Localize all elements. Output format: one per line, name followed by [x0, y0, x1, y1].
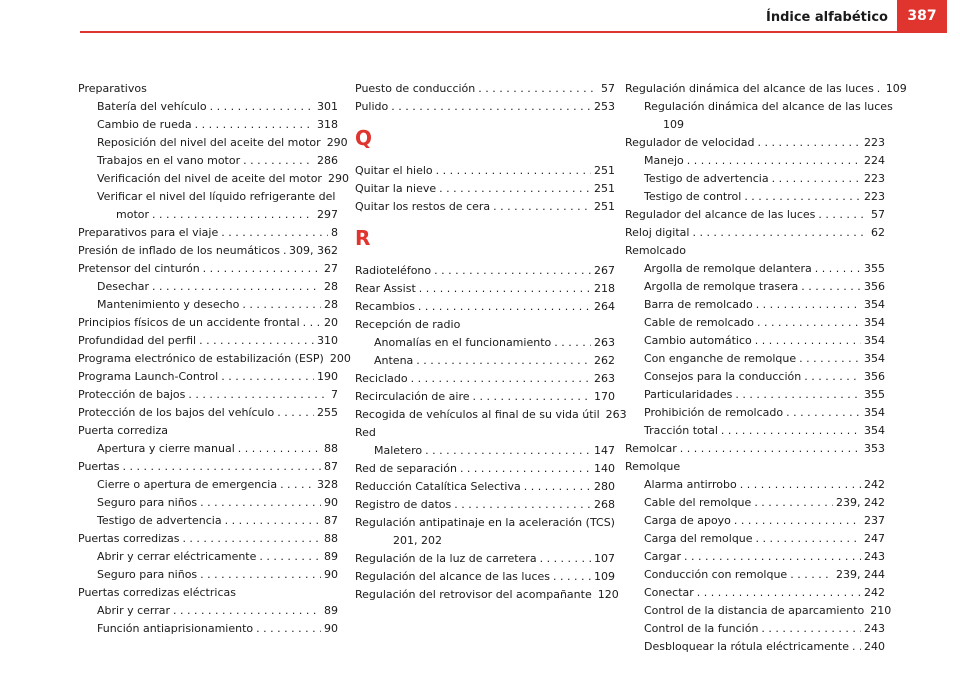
entry-page: 57: [871, 208, 885, 221]
entry-label: Quitar el hielo: [355, 164, 433, 177]
index-subentry: [78, 278, 338, 296]
index-entry: [355, 98, 615, 116]
index-entry-cont: [355, 532, 615, 550]
entry-page: 354: [864, 316, 885, 329]
entry-page: 218: [594, 282, 615, 295]
entry-label: Cierre o apertura de emergencia: [97, 478, 278, 491]
entry-page: 90: [324, 622, 338, 635]
entry-page: 290: [326, 136, 348, 149]
entry-page: 7: [331, 388, 338, 401]
entry-label: Cargar: [644, 550, 681, 563]
entry-page: 353: [864, 442, 885, 455]
sub-entries: [78, 476, 338, 530]
entry-label: Carga del remolque: [644, 532, 753, 545]
index-entry: [625, 206, 885, 224]
entry-page: 62: [871, 226, 885, 239]
index-subentry: [78, 602, 338, 620]
entry-page: 140: [594, 462, 615, 475]
entry-label: Carga de apoyo: [644, 514, 731, 527]
entry-label: Rear Assist: [355, 282, 416, 295]
entry-page: 263: [594, 336, 615, 349]
index-column-3: [625, 80, 907, 656]
index-subentry: [625, 512, 885, 530]
entry-page: 354: [864, 334, 885, 347]
sub-entries: [355, 334, 615, 370]
entry-label: Regulador de velocidad: [625, 136, 755, 149]
index-entry: [355, 370, 615, 388]
index-subentry: [625, 530, 885, 548]
entry-page: 280: [594, 480, 615, 493]
entry-page: 88: [324, 442, 338, 455]
entry-label: Protección de bajos: [78, 388, 186, 401]
entry-label: Programa Launch-Control: [78, 370, 219, 383]
entry-label: Desechar: [97, 280, 150, 293]
entry-label: Seguro para niños: [97, 568, 198, 581]
entry-label: Apertura y cierre manual: [97, 442, 235, 455]
index-subentry: [78, 476, 338, 494]
index-entry: [355, 568, 615, 586]
index-subentry: [625, 314, 885, 332]
index-entry: [625, 242, 885, 260]
entry-page: 224: [864, 154, 885, 167]
entry-page: 239, 242: [836, 496, 885, 509]
entry-label: Puertas corredizas eléctricas: [78, 586, 236, 599]
entry-label: Puerta corrediza: [78, 424, 168, 437]
entry-label: Seguro para niños: [97, 496, 198, 509]
index-entry: [355, 424, 615, 442]
entry-label: Regulación dinámica del alcance de las luces: [644, 100, 893, 113]
entry-label: Recogida de vehículos al final de su vida útil: [355, 408, 600, 421]
entry-page: 210: [870, 604, 892, 617]
entry-page: 355: [864, 388, 885, 401]
index-subentry: [625, 548, 885, 566]
index-entry: [355, 316, 615, 334]
entry-label: Antena: [374, 354, 414, 367]
index-subentry-cont: [78, 206, 338, 224]
entry-page: 356: [864, 370, 885, 383]
index-entry: [78, 80, 338, 98]
entry-label: Preparativos para el viaje: [78, 226, 219, 239]
entry-page: 243: [864, 622, 885, 635]
index-subentry: [355, 442, 615, 460]
entry-label: Puertas: [78, 460, 120, 473]
index-entry: [355, 586, 619, 604]
entry-page: 87: [324, 514, 338, 527]
entry-page: 89: [324, 550, 338, 563]
entry-page: 237: [864, 514, 885, 527]
entry-label: Quitar la nieve: [355, 182, 437, 195]
index-subentry: [625, 350, 885, 368]
sub-entries: [355, 442, 615, 460]
page-title: Índice alfabético: [766, 10, 888, 25]
entry-label: Verificar el nivel del líquido refrigerante del: [97, 190, 336, 203]
index-subentry: [625, 152, 885, 170]
entry-page: 90: [324, 496, 338, 509]
entry-page: 223: [864, 172, 885, 185]
entry-page: 89: [324, 604, 338, 617]
entry-page: 120: [597, 588, 619, 601]
sub-entries: [78, 548, 338, 584]
entry-label: Alarma antirrobo: [644, 478, 737, 491]
entry-label: Principios físicos de un accidente frontal: [78, 316, 300, 329]
entry-label: Abrir y cerrar: [97, 604, 171, 617]
entry-page: 223: [864, 136, 885, 149]
entry-page: 354: [864, 352, 885, 365]
entry-label: Regulación del retrovisor del acompañante: [355, 588, 592, 601]
index-subentry: [78, 494, 338, 512]
entry-label: Particularidades: [644, 388, 733, 401]
entry-label: Red de separación: [355, 462, 457, 475]
index-subentry: [78, 134, 348, 152]
index-entry: [625, 440, 885, 458]
entry-page: 243: [864, 550, 885, 563]
index-subentry: [78, 512, 338, 530]
entry-label: Control de la distancia de aparcamiento: [644, 604, 865, 617]
entry-label: Argolla de remolque delantera: [644, 262, 812, 275]
entry-page: 242: [864, 586, 885, 599]
entry-label: Remolque: [625, 460, 681, 473]
entry-label: Recepción de radio: [355, 318, 461, 331]
entry-page: 240: [864, 640, 885, 653]
index-subentry: [625, 476, 885, 494]
entry-page: 251: [594, 200, 615, 213]
page-number: 387: [897, 0, 947, 32]
entry-page: 354: [864, 298, 885, 311]
index-subentry: [78, 170, 349, 188]
entry-page: 263: [594, 372, 615, 385]
entry-label: motor: [116, 208, 150, 221]
index-subentry: [625, 566, 885, 584]
index-entry: [625, 134, 885, 152]
sub-entries: [625, 152, 885, 206]
entry-page: 242: [864, 478, 885, 491]
entry-page: 262: [594, 354, 615, 367]
index-entry: [625, 80, 907, 98]
entry-label: Conducción con remolque: [644, 568, 788, 581]
entry-page: 264: [594, 300, 615, 313]
entry-label: Regulador del alcance de las luces: [625, 208, 816, 221]
index-subentry: [625, 620, 885, 638]
index-subentry: [625, 386, 885, 404]
entry-label: Verificación del nivel de aceite del motor: [97, 172, 322, 185]
entry-label: Reposición del nivel del aceite del motor: [97, 136, 321, 149]
entry-label: Profundidad del perfil: [78, 334, 197, 347]
entry-label: Conectar: [644, 586, 694, 599]
sub-entries: [625, 260, 885, 440]
entry-label: Regulación de la luz de carretera: [355, 552, 537, 565]
entry-label: Abrir y cerrar eléctricamente: [97, 550, 257, 563]
entry-page: 200: [329, 352, 351, 365]
entry-label: Remolcar: [625, 442, 677, 455]
entry-label: Regulación dinámica del alcance de las luces: [625, 82, 874, 95]
header-rule: [80, 31, 947, 33]
index-subentry: [625, 404, 885, 422]
entry-label: Anomalías en el funcionamiento: [374, 336, 552, 349]
entry-label: Mantenimiento y desecho: [97, 298, 240, 311]
entry-page: 190: [317, 370, 338, 383]
index-entry: [78, 458, 338, 476]
index-entry: [625, 224, 885, 242]
entry-label: Tracción total: [644, 424, 718, 437]
index-subentry: [78, 566, 338, 584]
entry-page: 201, 202: [393, 534, 442, 547]
entry-page: 263: [605, 408, 627, 421]
index-column-2: [355, 80, 627, 604]
entry-label: Recirculación de aire: [355, 390, 470, 403]
index-subentry: [625, 494, 885, 512]
page-header: [0, 0, 960, 36]
entry-label: Regulación del alcance de las luces: [355, 570, 550, 583]
entry-label: Reducción Catalítica Selectiva: [355, 480, 521, 493]
index-subentry: [625, 188, 885, 206]
index-subentry: [78, 620, 338, 638]
entry-label: Manejo: [644, 154, 684, 167]
entry-label: Puesto de conducción: [355, 82, 476, 95]
index-entry: [355, 198, 615, 216]
index-subentry: [625, 332, 885, 350]
entry-page: 318: [317, 118, 338, 131]
entry-page: 239, 244: [836, 568, 885, 581]
entry-page: 286: [317, 154, 338, 167]
index-entry: [78, 368, 338, 386]
index-entry: [78, 260, 338, 278]
entry-label: Quitar los restos de cera: [355, 200, 491, 213]
index-entry: [78, 404, 338, 422]
entry-label: Presión de inflado de los neumáticos: [78, 244, 280, 257]
index-entry: [355, 550, 615, 568]
entry-page: 267: [594, 264, 615, 277]
entry-label: Barra de remolcado: [644, 298, 753, 311]
entry-page: 223: [864, 190, 885, 203]
index-subentry: [355, 334, 615, 352]
entry-label: Maletero: [374, 444, 423, 457]
entry-label: Cambio automático: [644, 334, 752, 347]
entry-page: 170: [594, 390, 615, 403]
sub-entries: [78, 278, 338, 314]
entry-label: Consejos para la conducción: [644, 370, 802, 383]
index-entry: [355, 460, 615, 478]
index-entry: [355, 478, 615, 496]
entry-label: Programa electrónico de estabilización (ESP): [78, 352, 324, 365]
index-subentry: [625, 278, 885, 296]
entry-page: 268: [594, 498, 615, 511]
entry-label: Cable de remolcado: [644, 316, 755, 329]
index-entry: [78, 422, 338, 440]
entry-page: 301: [317, 100, 338, 113]
entry-label: Registro de datos: [355, 498, 452, 511]
entry-label: Regulación antipatinaje en la aceleración (TCS): [355, 516, 615, 529]
entry-page: 8: [331, 226, 338, 239]
index-entry: [355, 80, 615, 98]
entry-page: 88: [324, 532, 338, 545]
entry-label: Pulido: [355, 100, 389, 113]
section-letter-r: R: [355, 226, 371, 250]
entry-page: 253: [594, 100, 615, 113]
entry-label: Testigo de advertencia: [644, 172, 769, 185]
entry-page: 310: [317, 334, 338, 347]
entry-label: Control de la función: [644, 622, 759, 635]
entry-label: Reciclado: [355, 372, 408, 385]
sub-entries: [78, 440, 338, 458]
index-subentry: [78, 548, 338, 566]
entry-page: 356: [864, 280, 885, 293]
index-subentry: [78, 296, 338, 314]
entry-page: 247: [864, 532, 885, 545]
index-entry: [78, 314, 338, 332]
entry-label: Preparativos: [78, 82, 147, 95]
entry-page: 309, 362: [289, 244, 338, 257]
entry-label: Remolcado: [625, 244, 686, 257]
entry-page: 109: [663, 118, 684, 131]
index-subentry: [625, 170, 885, 188]
entry-label: Cambio de rueda: [97, 118, 192, 131]
entry-label: Red: [355, 426, 376, 439]
index-subentry: [625, 296, 885, 314]
index-column-1: [78, 80, 351, 638]
entry-label: Reloj digital: [625, 226, 690, 239]
index-entry: [625, 458, 885, 476]
index-subentry: [78, 98, 338, 116]
entry-page: 109: [885, 82, 907, 95]
entry-label: Radioteléfono: [355, 264, 432, 277]
index-entry: [78, 386, 338, 404]
entry-page: 107: [594, 552, 615, 565]
entry-page: 28: [324, 298, 338, 311]
entry-label: Argolla de remolque trasera: [644, 280, 799, 293]
entry-page: 290: [327, 172, 349, 185]
entry-label: Testigo de advertencia: [97, 514, 222, 527]
index-entry: [355, 514, 615, 532]
index-subentry: [625, 422, 885, 440]
entry-page: 147: [594, 444, 615, 457]
index-entry: [355, 496, 615, 514]
index-entry: [355, 280, 615, 298]
entry-label: Trabajos en el vano motor: [97, 154, 241, 167]
index-entry: [78, 224, 338, 242]
entry-page: 28: [324, 280, 338, 293]
index-subentry: [625, 98, 893, 116]
entry-page: 355: [864, 262, 885, 275]
sub-entries: [78, 98, 349, 224]
index-entry: [78, 530, 338, 548]
sub-entries: [625, 476, 892, 656]
section-letter-q: Q: [355, 126, 373, 150]
index-entry: [355, 162, 615, 180]
index-entry: [78, 584, 338, 602]
entry-label: Cable del remolque: [644, 496, 752, 509]
entry-label: Desbloquear la rótula eléctricamente: [644, 640, 849, 653]
entry-page: 57: [601, 82, 615, 95]
entry-label: Protección de los bajos del vehículo: [78, 406, 275, 419]
entry-label: Recambios: [355, 300, 415, 313]
index-entry: [355, 388, 615, 406]
sub-entries: [625, 98, 893, 134]
index-subentry: [625, 584, 885, 602]
index-entry: [355, 180, 615, 198]
index-subentry: [78, 152, 338, 170]
entry-page: 20: [324, 316, 338, 329]
index-subentry: [355, 352, 615, 370]
entry-label: Pretensor del cinturón: [78, 262, 200, 275]
entry-page: 90: [324, 568, 338, 581]
index-subentry: [625, 638, 885, 656]
entry-page: 87: [324, 460, 338, 473]
entry-page: 27: [324, 262, 338, 275]
index-subentry: [78, 188, 338, 206]
index-subentry: [625, 602, 892, 620]
index-subentry: [78, 116, 338, 134]
sub-entries: [78, 602, 338, 638]
entry-label: Con enganche de remolque: [644, 352, 797, 365]
entry-page: 251: [594, 182, 615, 195]
index-subentry: [625, 368, 885, 386]
entry-label: Prohibición de remolcado: [644, 406, 784, 419]
index-entry: [355, 262, 615, 280]
index-subentry-cont: [625, 116, 885, 134]
index-subentry: [625, 260, 885, 278]
entry-label: Batería del vehículo: [97, 100, 207, 113]
index-subentry: [78, 440, 338, 458]
entry-label: Puertas corredizas: [78, 532, 180, 545]
entry-page: 354: [864, 424, 885, 437]
index-entry: [78, 332, 338, 350]
entry-page: 328: [317, 478, 338, 491]
index-entry: [78, 242, 338, 260]
entry-page: 251: [594, 164, 615, 177]
entry-page: 255: [317, 406, 338, 419]
index-entry: [78, 350, 351, 368]
entry-label: Testigo de control: [644, 190, 742, 203]
entry-page: 297: [317, 208, 338, 221]
entry-label: Función antiaprisionamiento: [97, 622, 254, 635]
entry-page: 109: [594, 570, 615, 583]
index-entry: [355, 298, 615, 316]
entry-page: 354: [864, 406, 885, 419]
index-entry: [355, 406, 627, 424]
